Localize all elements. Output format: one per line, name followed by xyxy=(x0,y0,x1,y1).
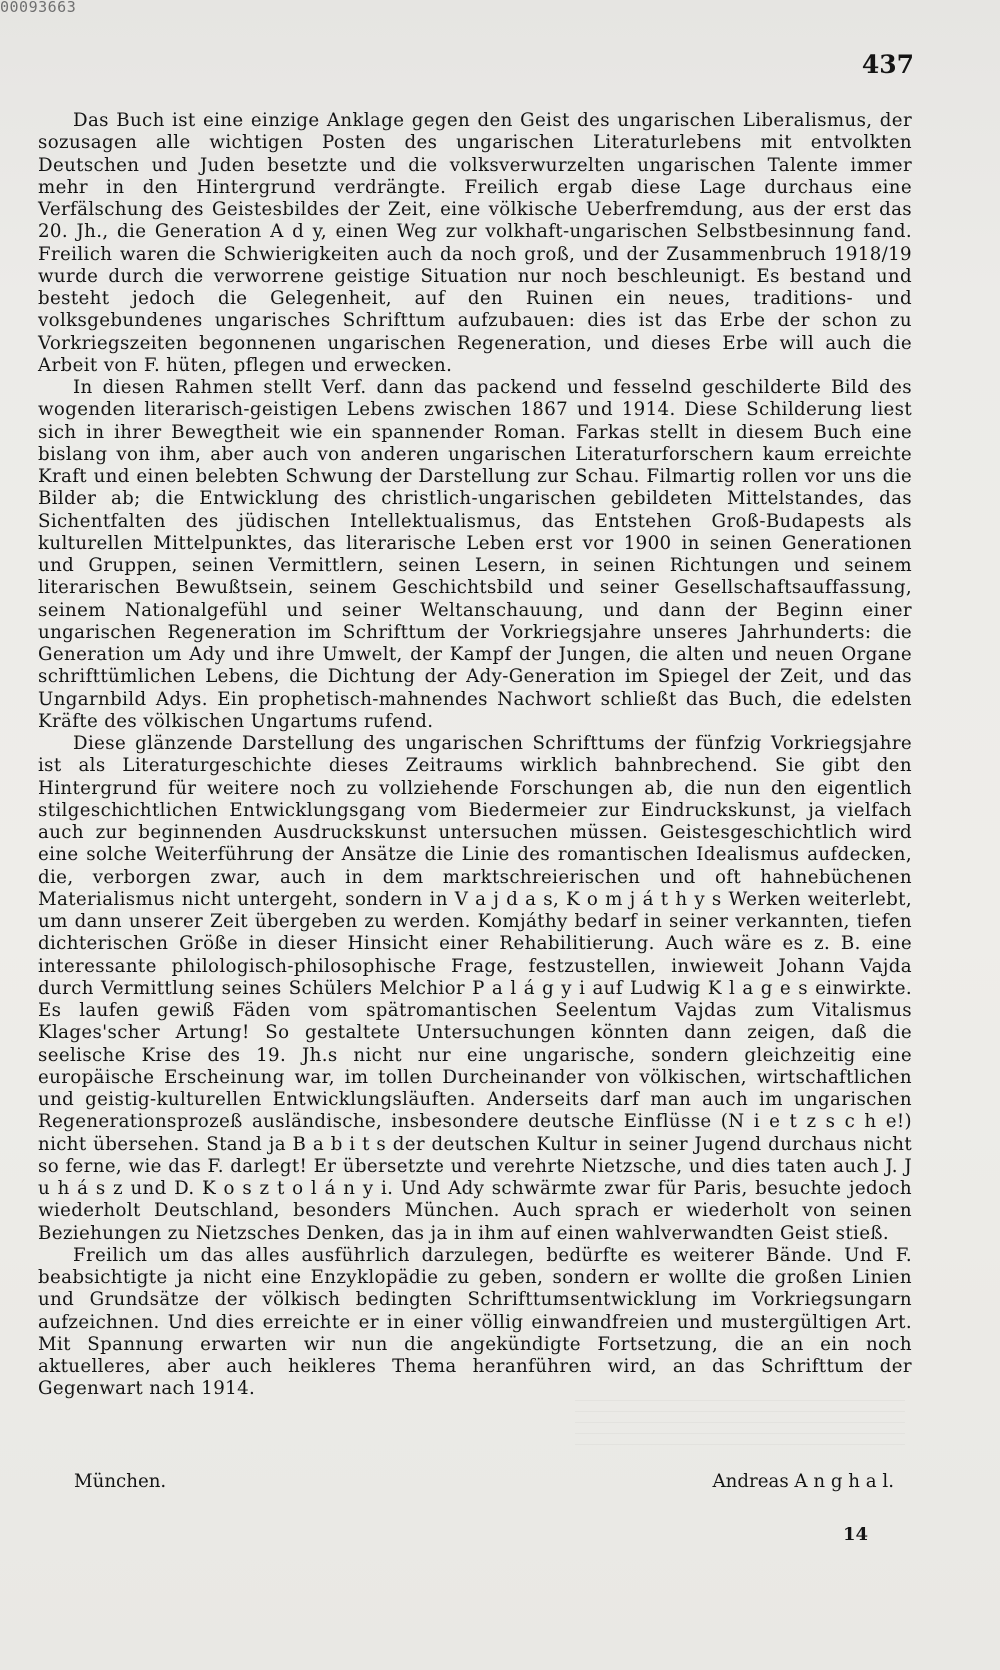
author-signature: Andreas A n g h a l. xyxy=(712,1471,894,1492)
article-body xyxy=(38,110,912,1401)
show-through-texture xyxy=(575,1400,905,1445)
page-number: 437 xyxy=(861,50,914,79)
paragraph-4: Freilich um das alles ausführlich darzulegen, bedürfte es weiterer Bände. Und F. beabsichtigte ja nicht eine Enzyklopädie zu geben, sondern er wollte die großen Linien und Grundsätze der völkisch bedingten Schrifttumsentwicklung im Vorkriegsungarn aufzeichnen. Und dies erreichte er in einer völlig einwandfreien und mustergültigen Art. Mit Spannung erwarten wir nun die angekündigte Fortsetzung, die an ein noch aktuelleres, aber auch heikleres Thema heranführen wird, an das Schrifttum der Gegenwart nach 1914. xyxy=(38,1244,912,1400)
paragraph-3: Diese glänzende Darstellung des ungarischen Schrifttums der fünfzig Vorkriegsjahre ist als Literaturgeschichte dieses Zeitraums wirklich bahnbrechend. Sie gibt den Hintergrund für weitere noch zu vollziehende Forschungen ab, die nun den eigentlich stilgeschichtlichen Entwicklungsgang vom Biedermeier zur Eindruckskunst, ja vielfach auch zur beginnenden Ausdruckskunst untersuchen müssen. Geistesgeschichtlich wird eine solche Weiterführung der Ansätze die Linie des romantischen Idealismus aufdecken, die, verborgen zwar, auch in dem marktschreierischen und oft hahnebüchenen Materialismus nicht untergeht, sondern in V a j d a s, K o m j á t h y s Werken weiterlebt, um dann unserer Zeit übergeben zu werden. Komjáthy bedarf in seiner verkannten, tiefen dichterischen Größe in dieser Hinsicht einer Rehabilitierung. Auch wäre es z. B. eine interessante philologisch-philosophische Frage, festzustellen, inwieweit Johann Vajda durch Vermittlung seines Schülers Melchior P a l á g y i auf Ludwig K l a g e s einwirkte. Es laufen gewiß Fäden vom spätromantischen Seelentum Vajdas zum Vitalismus Klages'scher Artung! So gestaltete Untersuchungen könnten dann zeigen, daß die seelische Krise des 19. Jh.s nicht nur eine ungarische, sondern gleichzeitig eine europäische Erscheinung war, im tollen Durcheinander von völkischen, wirtschaftlichen und geistig-kulturellen Entwicklungsläuften. Anderseits darf man auch im ungarischen Regenerationsprozeß ausländische, insbesondere deutsche Einflüsse (N i e t z s c h e!) nicht übersehen. Stand ja B a b i t s der deutschen Kultur in seiner Jugend durchaus nicht so ferne, wie das F. darlegt! Er übersetzte und verehrte Nietzsche, und dies taten auch J. J u h á s z und D. K o s z t o l á n y i. Und Ady schwärmte zwar für Paris, besuchte jedoch wiederholt Deutschland, besonders München. Auch sprach er wiederholt von seinen Beziehungen zu Nietzsches Denken, das ja in ihm auf einen wahlverwandten Geist stieß. xyxy=(38,733,912,1244)
signature-line xyxy=(74,1471,894,1499)
paragraph-1: Das Buch ist eine einzige Anklage gegen den Geist des ungarischen Liberalismus, der sozusagen alle wichtigen Posten des ungarischen Literaturlebens mit entvolkten Deutschen und Juden besetzte und die volksverwurzelten ungarischen Talente immer mehr in den Hintergrund verdrängte. Freilich ergab diese Lage durchaus eine Verfälschung des Geistesbildes der Zeit, eine völkische Ueberfremdung, aus der erst das 20. Jh., die Generation A d y, einen Weg zur volkhaft-ungarischen Selbstbesinnung fand. Freilich waren die Schwierigkeiten auch da noch groß, und der Zusammenbruch 1918/19 wurde durch die verworrene geistige Situation nur noch beschleunigt. Es bestand und besteht jedoch die Gelegenheit, auf den Ruinen ein neues, traditions- und volksgebundenes ungarisches Schrifttum aufzubauen: dies ist das Erbe der schon zu Vorkriegszeiten begonnenen ungarischen Regeneration, und dieses Erbe will auch die Arbeit von F. hüten, pflegen und erwecken. xyxy=(38,110,912,376)
paragraph-2: In diesen Rahmen stellt Verf. dann das packend und fesselnd geschilderte Bild des wogenden literarisch-geistigen Lebens zwischen 1867 und 1914. Diese Schilderung liest sich in ihrer Bewegtheit wie ein spannender Roman. Farkas stellt in diesem Buch eine bislang von ihm, aber auch von anderen ungarischen Literaturforschern kaum erreichte Kraft und einen belebten Schwung der Darstellung zur Schau. Filmartig rollen vor uns die Bilder ab; die Entwicklung des christlich-ungarischen gebildeten Mittelstandes, das Sichentfalten des jüdischen Intellektualismus, das Entstehen Groß-Budapests als kulturellen Mittelpunktes, das literarische Leben erst vor 1900 in seinen Generationen und Gruppen, seinen Vermittlern, seinen Lesern, in seinen Richtungen und seinem literarischen Bewußtsein, seinem Geschichtsbild und seiner Gesellschaftsauffassung, seinem Nationalgefühl und seiner Weltanschauung, und dann der Beginn einer ungarischen Regeneration im Schrifttum der Vorkriegsjahre unseres Jahrhunderts: die Generation um Ady und ihre Umwelt, der Kampf der Jungen, die alten und neuen Organe schrifttümlichen Lebens, die Dichtung der Ady-Generation im Spiegel der Zeit, und das Ungarnbild Adys. Ein prophetisch-mahnendes Nachwort schließt das Buch, die edelsten Kräfte des völkischen Ungartums rufend. xyxy=(38,377,912,732)
scan-mark: 00093663 xyxy=(0,0,77,16)
signature-place: München. xyxy=(74,1471,167,1492)
signature-number: 14 xyxy=(842,1524,868,1545)
